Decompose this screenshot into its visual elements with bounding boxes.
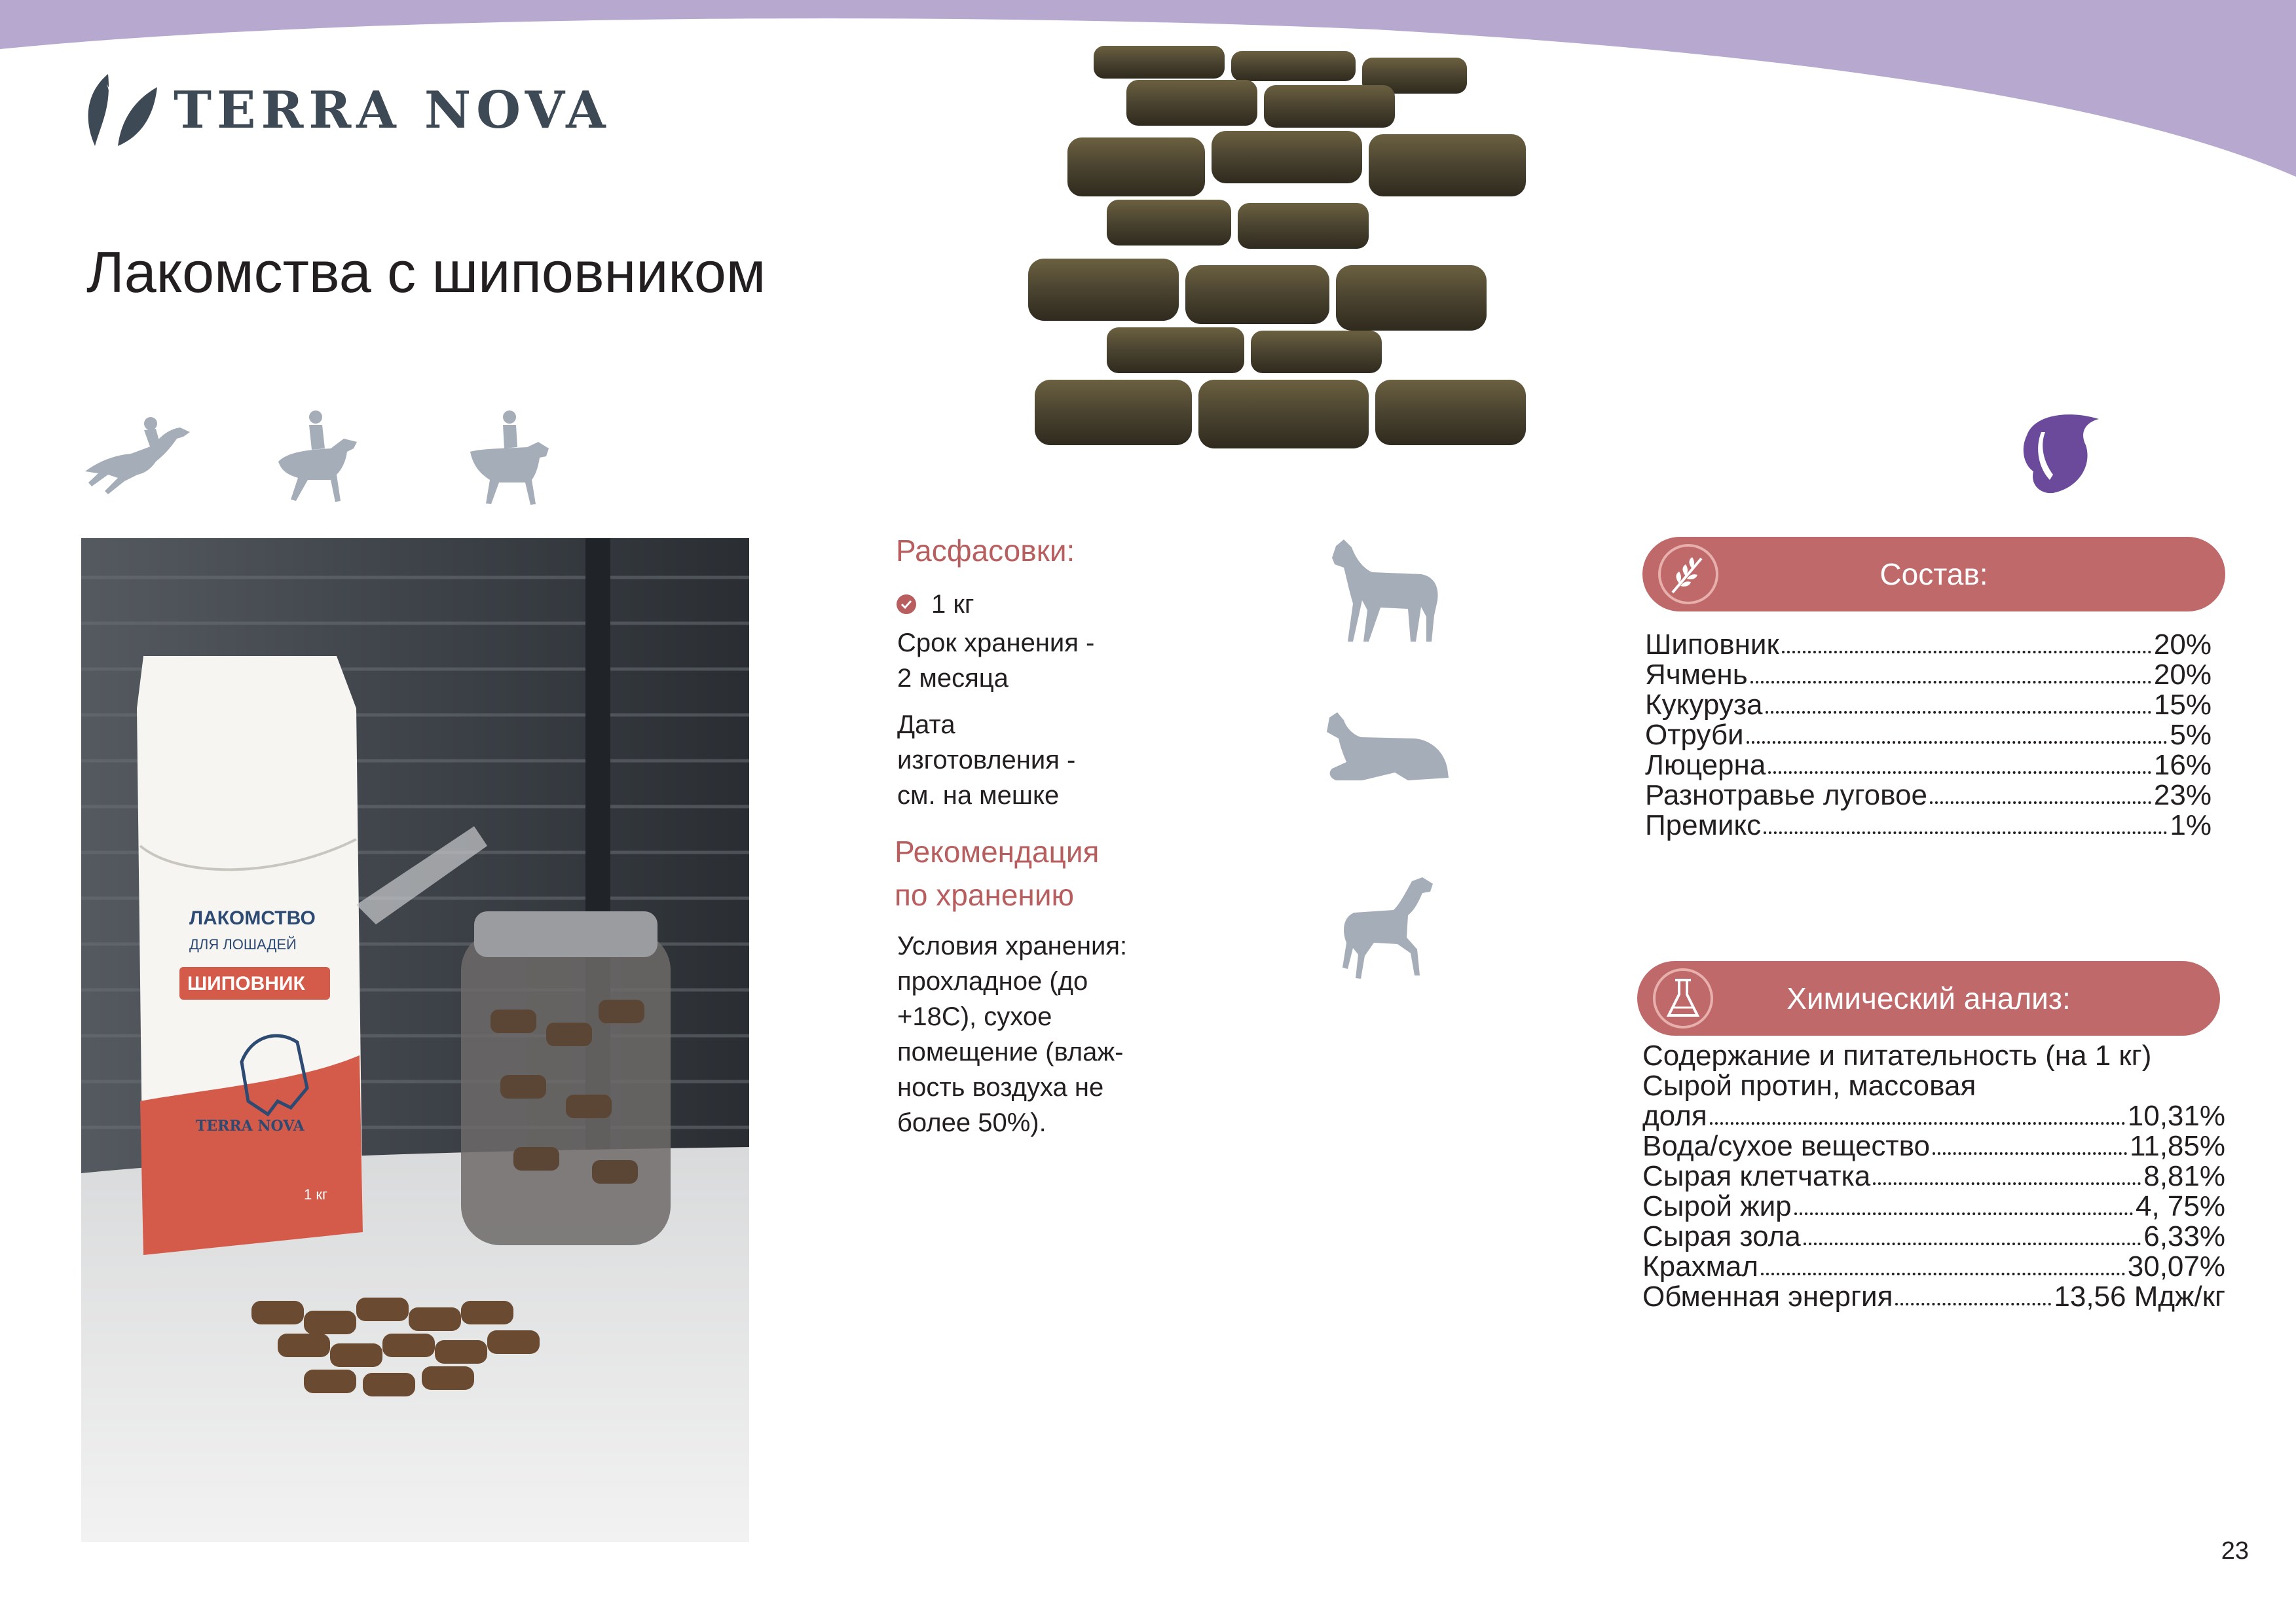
trotting-horse-icon [1335, 877, 1439, 982]
ingredient-name: Отруби [1645, 719, 1744, 751]
analysis-row [1642, 1222, 2225, 1252]
ingredient-name: Шиповник [1645, 628, 1779, 661]
ingredient-value: 20% [2153, 659, 2212, 691]
storage-line: ность воздуха не [897, 1073, 1104, 1102]
shelf-life [897, 625, 1094, 696]
analysis-name: Сырой жир [1642, 1190, 1792, 1222]
analysis-value: 30,07% [2127, 1250, 2225, 1283]
composition-row [1645, 690, 2212, 720]
analysis-row [1642, 1282, 2225, 1312]
analysis-value: 6,33% [2143, 1220, 2225, 1252]
analysis-row [1642, 1131, 2225, 1161]
storage-line: помещение (влаж- [897, 1038, 1124, 1066]
composition-list [1645, 630, 2212, 841]
ingredient-value: 23% [2153, 779, 2212, 811]
analysis-header [1637, 961, 2220, 1036]
product-photo [81, 538, 749, 1542]
packaging-item [896, 587, 974, 622]
manufacture-date [897, 707, 1075, 813]
analysis-row [1642, 1252, 2225, 1282]
ingredient-name: Ячмень [1645, 659, 1748, 691]
bag-brand: TERRA NOVA [196, 1118, 305, 1135]
analysis-row [1642, 1161, 2225, 1192]
ingredient-value: 15% [2153, 689, 2212, 721]
storage-line: Условия хранения: [897, 932, 1128, 960]
analysis-name: доля [1642, 1100, 1707, 1132]
ingredient-value: 1% [2170, 809, 2212, 841]
analysis-name: Обменная энергия [1642, 1281, 1893, 1313]
packaging-weight: 1 кг [931, 590, 974, 619]
composition-row [1645, 660, 2212, 690]
analysis-name: Сырая зола [1642, 1220, 1801, 1252]
bag-name: ШИПОВНИК [187, 973, 305, 994]
composition-row [1645, 780, 2212, 810]
composition-header [1642, 537, 2225, 611]
dressage-rider-icon [268, 409, 367, 507]
ingredient-name: Разнотравье луговое [1645, 779, 1927, 811]
brand-name: TERRA NOVA [174, 80, 611, 140]
page-title: Лакомства с шиповником [86, 240, 766, 304]
analysis-row [1642, 1101, 2225, 1131]
lying-horse-icon [1323, 712, 1451, 784]
date-line: см. на мешке [897, 781, 1060, 810]
date-line: изготовления - [897, 746, 1076, 774]
storage-line: прохладное (до [897, 967, 1088, 996]
analysis-protein-label: Сырой протин, массовая [1642, 1070, 1976, 1102]
leisure-rider-icon [465, 409, 557, 507]
storage-conditions [897, 928, 1127, 1140]
analysis-name: Сырая клетчатка [1642, 1160, 1871, 1192]
standing-horse-icon [1329, 538, 1444, 646]
page-number: 23 [2221, 1537, 2249, 1565]
analysis-value: 8,81% [2143, 1160, 2225, 1192]
analysis-list [1642, 1041, 2225, 1312]
analysis-value: 4, 75% [2136, 1190, 2225, 1222]
ingredient-value: 16% [2153, 749, 2212, 781]
horse-head-emblem-icon [2014, 409, 2112, 498]
date-line: Дата [897, 710, 955, 739]
brand-logo [82, 71, 611, 149]
bag-line1: ЛАКОМСТВО [189, 907, 316, 929]
pellets-photo [1022, 39, 1539, 498]
show-jumping-icon [79, 409, 193, 504]
analysis-value: 10,31% [2127, 1100, 2225, 1132]
ingredient-value: 20% [2153, 628, 2212, 661]
storage-heading-line: Рекомендация [895, 835, 1100, 869]
analysis-name: Крахмал [1642, 1250, 1758, 1283]
ingredient-name: Кукуруза [1645, 689, 1763, 721]
storage-line: +18С), сухое [897, 1002, 1052, 1031]
shelf-life-line: 2 месяца [897, 664, 1009, 693]
ingredient-name: Премикс [1645, 809, 1762, 841]
analysis-row [1642, 1192, 2225, 1222]
bullet-check-icon [896, 594, 917, 615]
composition-row [1645, 630, 2212, 660]
composition-row [1645, 810, 2212, 841]
analysis-title: Химический анализ: [1787, 981, 2071, 1015]
analysis-value: 11,85% [2130, 1130, 2225, 1162]
shelf-life-line: Срок хранения - [897, 628, 1095, 657]
storage-heading [895, 830, 1099, 917]
analysis-name: Вода/сухое вещество [1642, 1130, 1930, 1162]
analysis-value: 13,56 Мдж/кг [2054, 1281, 2225, 1313]
storage-heading-line: по хранению [895, 878, 1075, 912]
ingredient-value: 5% [2170, 719, 2212, 751]
bag-line2: ДЛЯ ЛОШАДЕЙ [189, 936, 297, 953]
analysis-intro: Содержание и питательность (на 1 кг) [1642, 1040, 2152, 1072]
composition-row [1645, 720, 2212, 750]
storage-line: более 50%). [897, 1108, 1046, 1137]
packaging-heading: Расфасовки: [896, 534, 1075, 568]
bag-weight: 1 кг [304, 1186, 327, 1203]
ingredient-name: Люцерна [1645, 749, 1766, 781]
composition-title: Состав: [1879, 557, 1988, 591]
composition-row [1645, 750, 2212, 780]
leaf-logo-icon [82, 71, 159, 149]
